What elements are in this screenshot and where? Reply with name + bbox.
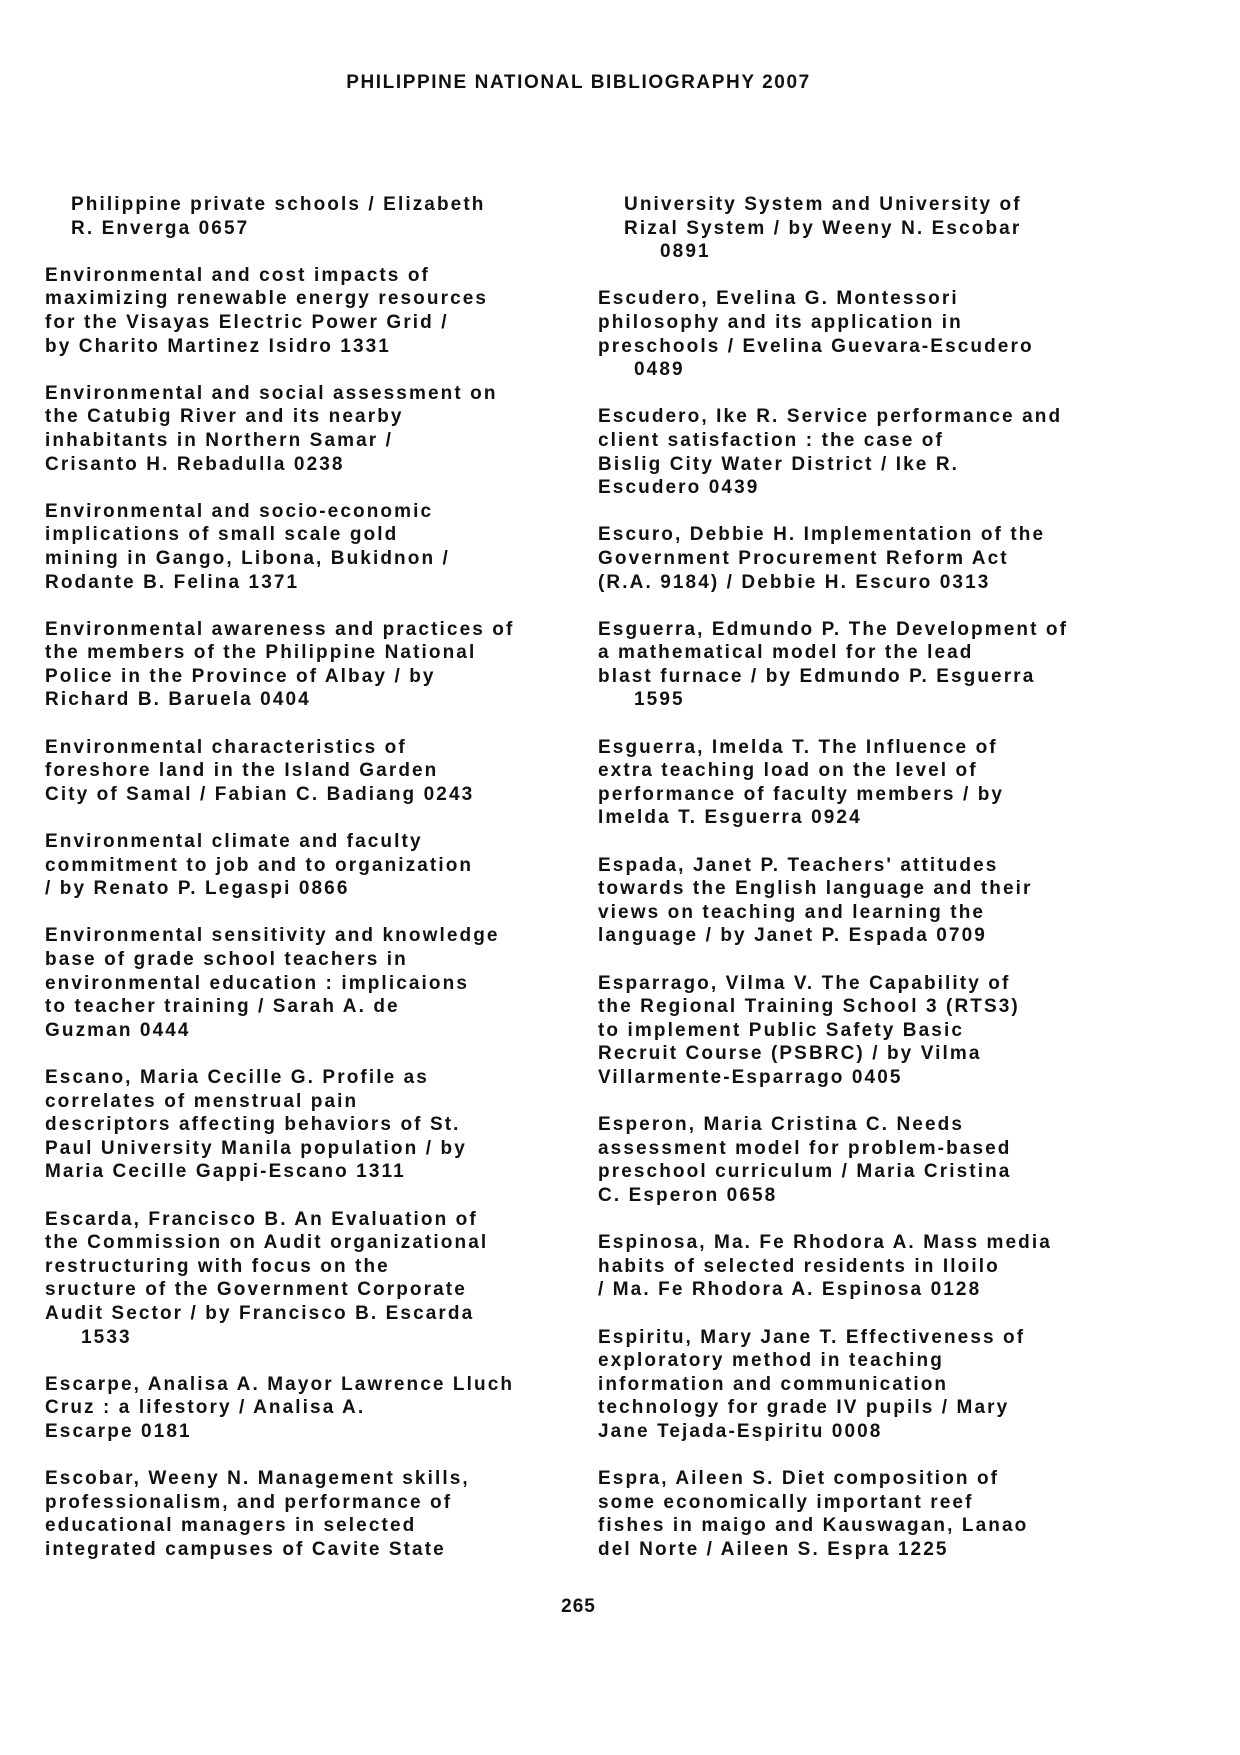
- entry-line: Philippine private schools / Elizabeth: [71, 194, 486, 215]
- entry-line: Escobar, Weeny N. Management skills,: [45, 1468, 470, 1490]
- entry-line: Cruz : a lifestory / Analisa A.: [45, 1397, 366, 1419]
- entry-line: Villarmente-Esparrago 0405: [598, 1066, 903, 1088]
- entry-line: C. Esperon 0658: [598, 1184, 778, 1206]
- entry-line: Environmental climate and faculty: [45, 831, 423, 853]
- entry-line: the Regional Training School 3 (RTS3): [598, 996, 1020, 1018]
- entry-line: fishes in maigo and Kauswagan, Lanao: [598, 1515, 1029, 1537]
- entry-line: a mathematical model for the lead: [598, 642, 974, 664]
- bibliography-entry: [598, 193, 1118, 264]
- entry-line: Recruit Course (PSBRC) / by Vilma: [598, 1043, 982, 1065]
- entry-line: for the Visayas Electric Power Grid /: [45, 311, 449, 333]
- entry-line: Rodante B. Felina 1371: [45, 571, 300, 593]
- entry-line: the Catubig River and its nearby: [45, 406, 404, 428]
- entry-line: 1533: [81, 1326, 132, 1348]
- entry-line: Espiritu, Mary Jane T. Effectiveness of: [598, 1326, 1026, 1348]
- entry-line: inhabitants in Northern Samar /: [45, 429, 394, 451]
- left-column: [45, 193, 560, 1585]
- entry-line: Escudero, Ike R. Service performance and: [598, 406, 1063, 428]
- entry-line: Environmental characteristics of: [45, 736, 407, 758]
- entry-line: professionalism, and performance of: [45, 1491, 453, 1513]
- entry-line: University System and University of: [624, 194, 1022, 215]
- entry-line: Environmental and social assessment on: [45, 382, 498, 404]
- entry-line: / Ma. Fe Rhodora A. Espinosa 0128: [598, 1279, 982, 1301]
- entry-line: Environmental and socio-economic: [45, 500, 434, 522]
- bibliography-entry: [45, 1208, 560, 1350]
- bibliography-entry: [598, 287, 1118, 381]
- entry-line: by Charito Martinez Isidro 1331: [45, 335, 391, 357]
- bibliography-entry: [45, 264, 560, 358]
- entry-line: views on teaching and learning the: [598, 901, 986, 923]
- entry-line: correlates of menstrual pain: [45, 1090, 359, 1112]
- entry-line: Environmental awareness and practices of: [45, 618, 515, 640]
- entry-line: R. Enverga 0657: [71, 217, 250, 239]
- bibliography-entry: [598, 405, 1118, 499]
- entry-line: information and communication: [598, 1373, 949, 1395]
- bibliography-entry: [598, 523, 1118, 594]
- bibliography-entry: [45, 924, 560, 1042]
- entry-line: to teacher training / Sarah A. de: [45, 996, 400, 1018]
- entry-line: commitment to job and to organization: [45, 854, 474, 876]
- entry-line: 0489: [634, 359, 685, 381]
- entry-line: Bislig City Water District / Ike R.: [598, 453, 960, 475]
- bibliography-entry: [45, 500, 560, 594]
- entry-line: Espada, Janet P. Teachers' attitudes: [598, 854, 999, 876]
- entry-line: Espra, Aileen S. Diet composition of: [598, 1468, 1000, 1490]
- bibliography-entry: [45, 193, 560, 240]
- entry-line: some economically important reef: [598, 1491, 974, 1513]
- entry-line: environmental education : implicaions: [45, 972, 469, 994]
- bibliography-entry: [45, 830, 560, 901]
- entry-line: Richard B. Baruela 0404: [45, 689, 311, 711]
- entry-line: Escudero, Evelina G. Montessori: [598, 288, 959, 310]
- entry-line: foreshore land in the Island Garden: [45, 760, 439, 782]
- entry-line: restructuring with focus on the: [45, 1255, 390, 1277]
- entry-line: habits of selected residents in Iloilo: [598, 1255, 1000, 1277]
- entry-line: del Norte / Aileen S. Espra 1225: [598, 1538, 949, 1560]
- entry-line: Esguerra, Edmundo P. The Development of: [598, 618, 1069, 640]
- entry-line: Government Procurement Reform Act: [598, 547, 1009, 569]
- entry-line: towards the English language and their: [598, 878, 1033, 900]
- entry-line: implications of small scale gold: [45, 524, 399, 546]
- entry-line: client satisfaction : the case of: [598, 429, 944, 451]
- entry-line: Escarpe 0181: [45, 1420, 192, 1442]
- entry-line: (R.A. 9184) / Debbie H. Escuro 0313: [598, 571, 991, 593]
- entry-line: City of Samal / Fabian C. Badiang 0243: [45, 783, 475, 805]
- entry-line: Crisanto H. Rebadulla 0238: [45, 453, 345, 475]
- entry-line: educational managers in selected: [45, 1515, 417, 1537]
- right-column: [598, 193, 1118, 1585]
- entry-line: the Commission on Audit organizational: [45, 1232, 489, 1254]
- bibliography-entry: [598, 736, 1118, 830]
- entry-line: Environmental sensitivity and knowledge: [45, 925, 500, 947]
- bibliography-entry: [45, 736, 560, 807]
- entry-line: Escudero 0439: [598, 477, 760, 499]
- bibliography-entry: [45, 1066, 560, 1184]
- entry-line: Police in the Province of Albay / by: [45, 665, 436, 687]
- entry-line: integrated campuses of Cavite State: [45, 1538, 446, 1560]
- entry-line: technology for grade IV pupils / Mary: [598, 1397, 1010, 1419]
- entry-line: preschools / Evelina Guevara-Escudero: [598, 335, 1034, 357]
- entry-line: assessment model for problem-based: [598, 1137, 1012, 1159]
- entry-line: Imelda T. Esguerra 0924: [598, 807, 862, 829]
- entry-line: performance of faculty members / by: [598, 783, 1005, 805]
- entry-line: philosophy and its application in: [598, 311, 963, 333]
- entry-line: exploratory method in teaching: [598, 1350, 944, 1372]
- entry-line: blast furnace / by Edmundo P. Esguerra: [598, 665, 1036, 687]
- bibliography-entry: [45, 618, 560, 712]
- entry-line: Environmental and cost impacts of: [45, 264, 430, 286]
- bibliography-entry: [598, 1467, 1118, 1561]
- entry-line: 1595: [634, 689, 685, 711]
- entry-line: Audit Sector / by Francisco B. Escarda: [45, 1302, 475, 1324]
- bibliography-entry: [598, 618, 1118, 712]
- entry-line: Esparrago, Vilma V. The Capability of: [598, 972, 1011, 994]
- entry-line: Esperon, Maria Cristina C. Needs: [598, 1114, 965, 1136]
- bibliography-entry: [45, 1467, 560, 1561]
- entry-line: Jane Tejada-Espiritu 0008: [598, 1420, 883, 1442]
- entry-line: sructure of the Government Corporate: [45, 1279, 467, 1301]
- bibliography-entry: [598, 1326, 1118, 1444]
- entry-line: / by Renato P. Legaspi 0866: [45, 878, 350, 900]
- bibliography-entry: [45, 382, 560, 476]
- entry-line: the members of the Philippine National: [45, 642, 477, 664]
- entry-line: preschool curriculum / Maria Cristina: [598, 1161, 1012, 1183]
- page-number: 265: [561, 1596, 596, 1617]
- entry-line: 0891: [660, 241, 711, 263]
- bibliography-entry: [598, 1231, 1118, 1302]
- entry-line: Paul University Manila population / by: [45, 1137, 467, 1159]
- entry-line: Escuro, Debbie H. Implementation of the: [598, 524, 1046, 546]
- entry-line: Maria Cecille Gappi-Escano 1311: [45, 1161, 406, 1183]
- entry-line: Rizal System / by Weeny N. Escobar: [624, 217, 1022, 239]
- entry-line: to implement Public Safety Basic: [598, 1019, 965, 1041]
- entry-line: Escarda, Francisco B. An Evaluation of: [45, 1208, 478, 1230]
- entry-line: base of grade school teachers in: [45, 949, 408, 970]
- page-header: PHILIPPINE NATIONAL BIBLIOGRAPHY 2007: [346, 72, 811, 93]
- bibliography-entry: [45, 1373, 560, 1444]
- entry-line: extra teaching load on the level of: [598, 760, 978, 782]
- bibliography-entry: [598, 972, 1118, 1090]
- entry-line: Esguerra, Imelda T. The Influence of: [598, 736, 998, 758]
- entry-line: Escarpe, Analisa A. Mayor Lawrence Lluch: [45, 1373, 515, 1395]
- entry-line: descriptors affecting behaviors of St.: [45, 1114, 461, 1136]
- entry-line: Espinosa, Ma. Fe Rhodora A. Mass media: [598, 1232, 1052, 1254]
- entry-line: language / by Janet P. Espada 0709: [598, 925, 987, 947]
- bibliography-entry: [598, 1113, 1118, 1207]
- entry-line: maximizing renewable energy resources: [45, 288, 489, 310]
- entry-line: Guzman 0444: [45, 1019, 191, 1041]
- entry-line: mining in Gango, Libona, Bukidnon /: [45, 547, 450, 569]
- bibliography-entry: [598, 854, 1118, 948]
- entry-line: Escano, Maria Cecille G. Profile as: [45, 1066, 429, 1088]
